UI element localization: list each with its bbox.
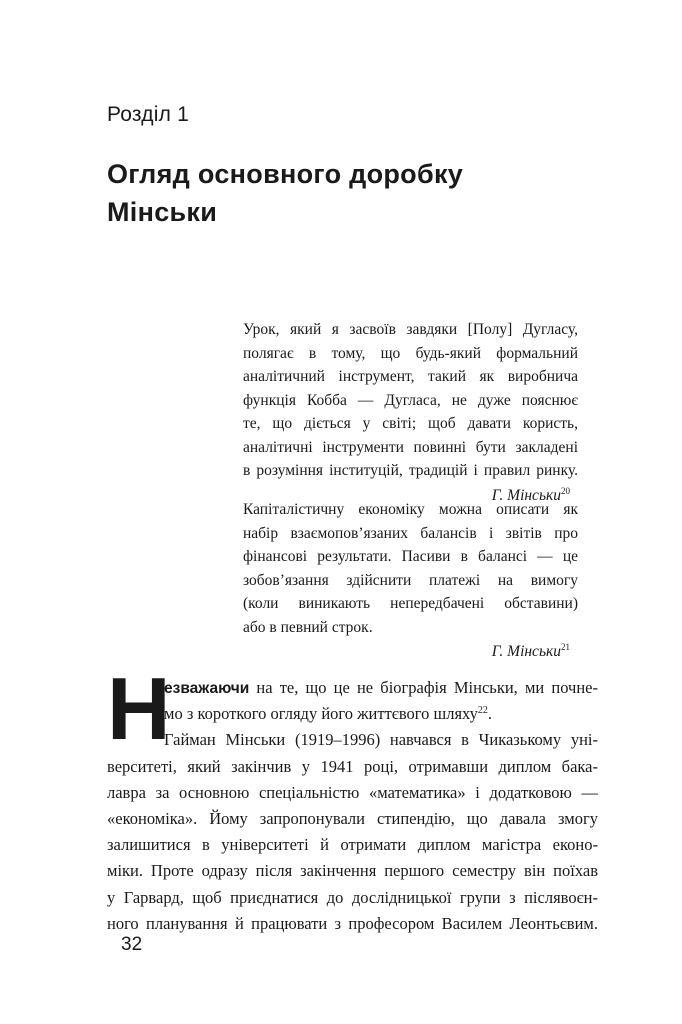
body-line: верситеті, який закінчив у 1941 році, отримавши диплом бака-: [107, 756, 598, 776]
epigraph-line: те, що діється у світі; щоб давати користь,: [243, 415, 578, 432]
epigraph-line: Капіталістичну економіку можна описати як: [243, 501, 578, 518]
epigraph-author: Г. Мінськи: [491, 643, 561, 660]
body-line: «економіка». Йому запропонували стипендію, що давала змогу: [107, 808, 598, 828]
body-text-span: мо з короткого огляду його життєвого шляху: [164, 704, 478, 724]
footnote-ref[interactable]: 21: [561, 642, 570, 652]
body-line: залишитися в університеті й отримати диплом магістра еконо-: [107, 835, 598, 855]
epigraph-line: в розуміння інституцій, традицій і правил ринку.: [243, 462, 578, 479]
footnote-ref[interactable]: 20: [561, 485, 570, 496]
epigraph-line: зобов’язання здійснити платежі на вимогу: [243, 571, 578, 589]
chapter-title: [107, 155, 587, 231]
body-line: [107, 675, 598, 701]
footnote-ref[interactable]: 22: [477, 705, 488, 717]
body-line: [107, 701, 598, 727]
body-line: Гайман Мінськи (1919–1996) навчався в Чиказькому уні-: [164, 730, 598, 750]
body-text-span: .: [487, 704, 493, 724]
body-line: ного планування й працювати з професором Василем Леонтьєвим.: [107, 913, 598, 933]
epigraph-line: полягає в тому, що будь-який формальний: [243, 344, 578, 362]
epigraph: [243, 498, 578, 665]
body-line: лавра за основною спеціальністю «математика» і додатковою —: [107, 782, 598, 802]
epigraph-line: аналітичні інструменти повинні бути закладені: [243, 438, 578, 456]
chapter-title-line: Огляд основного доробку: [107, 159, 464, 189]
body-paragraph: [107, 659, 598, 937]
epigraph-line: або в певний строк.: [243, 618, 373, 636]
epigraph-line: фінансові результати. Пасиви в балансі — це: [243, 548, 578, 565]
epigraph-line: аналітичний інструмент, такий як виробнича: [243, 368, 578, 385]
body-line: у Гарвард, щоб приєднатися до дослідницької групи з післявоєн-: [107, 887, 598, 907]
body-line: міки. Проте одразу після закінчення першого семестру він поїхав: [107, 861, 598, 881]
epigraph-line: функція Кобба — Дугласа, не дуже пояснює: [243, 391, 578, 409]
epigraph-line: набір взаємопов’язаних балансів і звітів про: [243, 524, 578, 542]
chapter-title-line: Мінськи: [107, 197, 218, 227]
epigraph-author: Г. Мінськи: [491, 486, 561, 504]
drop-cap: Н: [107, 659, 171, 758]
epigraph-attribution: [243, 639, 578, 665]
epigraph: [243, 318, 578, 509]
chapter-label: Розділ 1: [107, 103, 189, 126]
epigraph-line: (коли виникають непередбачені обставини): [243, 595, 578, 612]
epigraph-line: Урок, який я засвоїв завдяки [Полу] Дугласу,: [243, 321, 578, 338]
body-text-span: на те, що це не біографія Мінськи, ми почне-: [249, 678, 598, 697]
lead-in-text: езважаючи: [164, 680, 250, 697]
page-number: 32: [121, 934, 143, 955]
